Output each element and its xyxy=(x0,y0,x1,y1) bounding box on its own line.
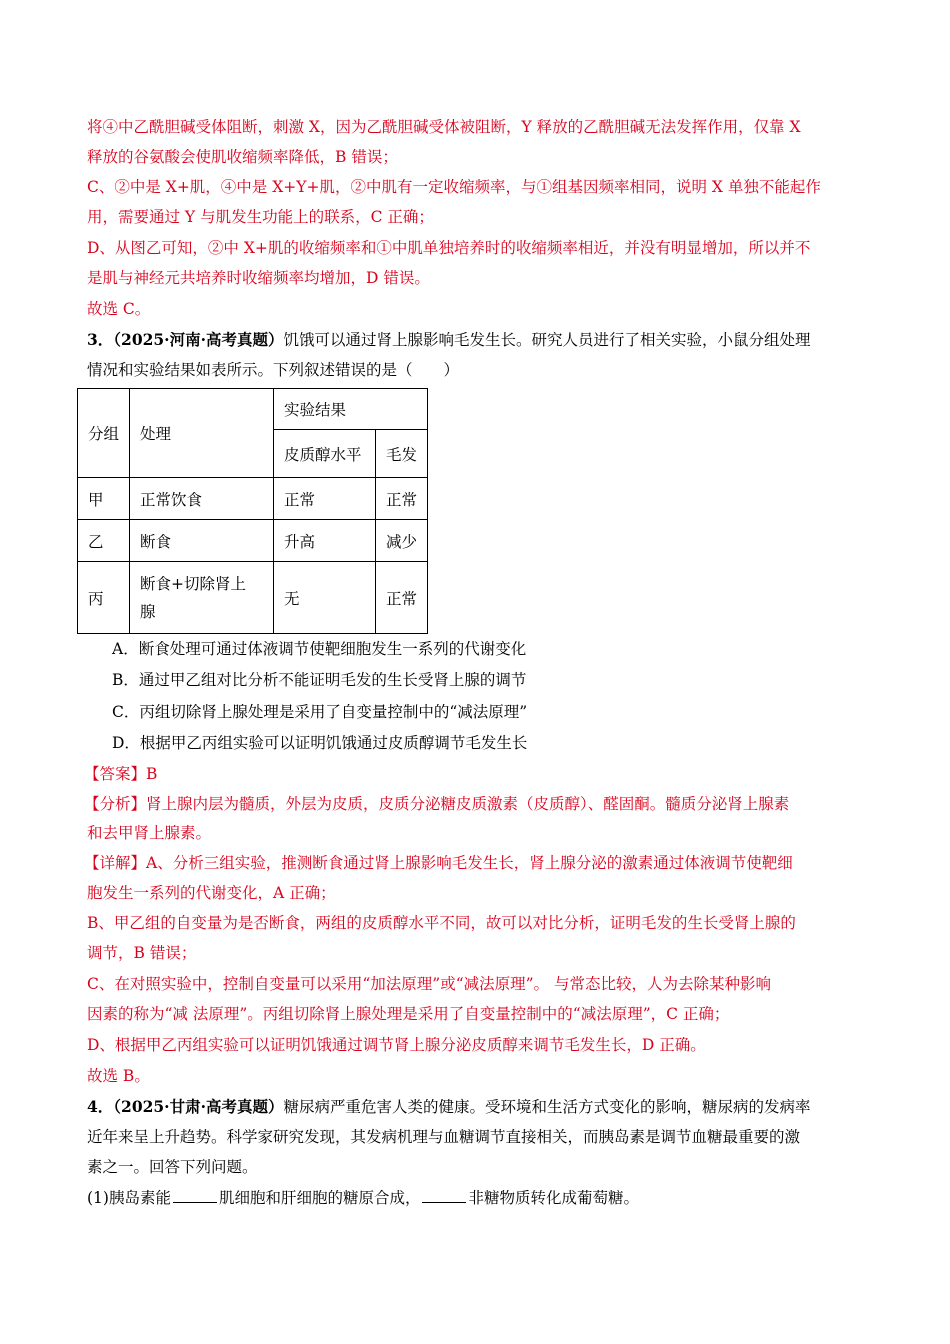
conclusion-line: 故选 B。 xyxy=(87,1067,150,1085)
header-results: 实验结果 xyxy=(274,389,428,430)
cell-group: 丙 xyxy=(78,562,130,634)
sub-question-text: (1)胰岛素能 xyxy=(87,1189,171,1207)
question-4-sub-1 xyxy=(87,1188,867,1208)
cell-treatment-line-2: 腺 xyxy=(140,602,156,621)
prev-conclusion: 故选 C。 xyxy=(87,300,151,318)
detail-line-2: 胞发生一系列的代谢变化，A 正确； xyxy=(87,884,336,902)
prev-explanation-line-4: 用，需要通过 Y 与肌发生功能上的联系，C 正确； xyxy=(87,208,434,226)
prev-explanation-line-2: 释放的谷氨酸会使肌收缩频率降低，B 错误； xyxy=(87,148,398,166)
sub-question-text: 肌细胞和肝细胞的糖原合成， xyxy=(218,1189,421,1207)
question-4-stem-line-1 xyxy=(87,1097,867,1117)
question-number: 4． xyxy=(87,1097,114,1116)
cell-hair: 正常 xyxy=(376,478,428,520)
detail-line-3: B、甲乙组的自变量为是否断食，两组的皮质醇水平不同，故可以对比分析，证明毛发的生长受肾上腺的 xyxy=(87,914,796,932)
cell-treatment: 断食 xyxy=(130,520,274,562)
analysis-line-2: 和去甲肾上腺素。 xyxy=(87,824,212,842)
question-3-stem-line-2: 情况和实验结果如表所示。下列叙述错误的是（ ） xyxy=(87,361,460,379)
question-number: 3． xyxy=(87,330,114,349)
analysis-line-1: 【分析】肾上腺内层为髓质，外层为皮质，皮质分泌糖皮质激素（皮质醇）、醛固酮。髓质分泌肾上腺素 xyxy=(84,795,790,813)
answer-blank[interactable] xyxy=(422,1189,466,1203)
option-a: A．断食处理可通过体液调节使靶细胞发生一系列的代谢变化 xyxy=(112,640,527,658)
cell-hair: 正常 xyxy=(376,562,428,634)
detail-line-1: 【详解】A、分析三组实验，推测断食通过肾上腺影响毛发生长，肾上腺分泌的激素通过体液调节使靶细 xyxy=(84,854,793,872)
cell-group: 乙 xyxy=(78,520,130,562)
cell-cortisol: 升高 xyxy=(274,520,376,562)
cell-cortisol: 无 xyxy=(274,562,376,634)
experiment-table xyxy=(77,388,428,634)
prev-explanation-line-3: C、②中是 X+肌，④中是 X+Y+肌，②中肌有一定收缩频率，与①组基因频率相同，说明 X 单独不能起作 xyxy=(87,178,821,196)
option-d: D．根据甲乙丙组实验可以证明饥饿通过皮质醇调节毛发生长 xyxy=(112,734,528,752)
table-row xyxy=(78,562,428,634)
question-stem-text: 糖尿病严重危害人类的健康。受环境和生活方式变化的影响，糖尿病的发病率 xyxy=(283,1098,811,1116)
cell-treatment xyxy=(130,562,274,634)
cell-treatment-line-1: 断食+切除肾上 xyxy=(140,574,246,593)
question-source: （2025·河南·高考真题） xyxy=(113,330,284,349)
sub-question-text: 非糖物质转化成葡萄糖。 xyxy=(468,1189,639,1207)
option-c: C．丙组切除肾上腺处理是采用了自变量控制中的“减法原理” xyxy=(112,703,528,721)
header-cortisol: 皮质醇水平 xyxy=(274,430,376,478)
answer-blank[interactable] xyxy=(173,1189,217,1203)
question-3-stem-line-1 xyxy=(87,330,867,350)
question-4-stem-line-3: 素之一。回答下列问题。 xyxy=(87,1158,258,1176)
cell-hair: 减少 xyxy=(376,520,428,562)
detail-line-7: D、根据甲乙丙组实验可以证明饥饿通过调节肾上腺分泌皮质醇来调节毛发生长，D 正确。 xyxy=(87,1036,706,1054)
header-group: 分组 xyxy=(78,389,130,478)
prev-explanation-line-6: 是肌与神经元共培养时收缩频率均增加，D 错误。 xyxy=(87,269,430,287)
question-source: （2025·甘肃·高考真题） xyxy=(113,1097,284,1116)
detail-line-5: C、在对照实验中，控制自变量可以采用“加法原理”或“减法原理”。 与常态比较，人为去除某种影响 xyxy=(87,975,771,993)
question-4-stem-line-2: 近年来呈上升趋势。科学家研究发现，其发病机理与血糖调节直接相关，而胰岛素是调节血糖最重要的激 xyxy=(87,1128,801,1146)
table-row xyxy=(78,478,428,520)
table-row xyxy=(78,520,428,562)
answer-line: 【答案】B xyxy=(84,765,158,783)
question-stem-text: 饥饿可以通过肾上腺影响毛发生长。研究人员进行了相关实验，小鼠分组处理 xyxy=(283,331,811,349)
option-b: B．通过甲乙组对比分析不能证明毛发的生长受肾上腺的调节 xyxy=(112,671,527,689)
prev-explanation-line-5: D、从图乙可知，②中 X+肌的收缩频率和①中肌单独培养时的收缩频率相近，并没有明显增加，所以并不 xyxy=(87,239,811,257)
prev-explanation-line-1: 将④中乙酰胆碱受体阻断，刺激 X，因为乙酰胆碱受体被阻断，Y 释放的乙酰胆碱无法发挥作用，仅靠 X xyxy=(87,118,801,136)
header-hair: 毛发 xyxy=(376,430,428,478)
cell-treatment: 正常饮食 xyxy=(130,478,274,520)
detail-line-4: 调节，B 错误； xyxy=(87,944,197,962)
detail-line-6: 因素的称为“减 法原理”。丙组切除肾上腺处理是采用了自变量控制中的“减法原理”，C 正确； xyxy=(87,1005,730,1023)
cell-group: 甲 xyxy=(78,478,130,520)
cell-cortisol: 正常 xyxy=(274,478,376,520)
header-treatment: 处理 xyxy=(130,389,274,478)
